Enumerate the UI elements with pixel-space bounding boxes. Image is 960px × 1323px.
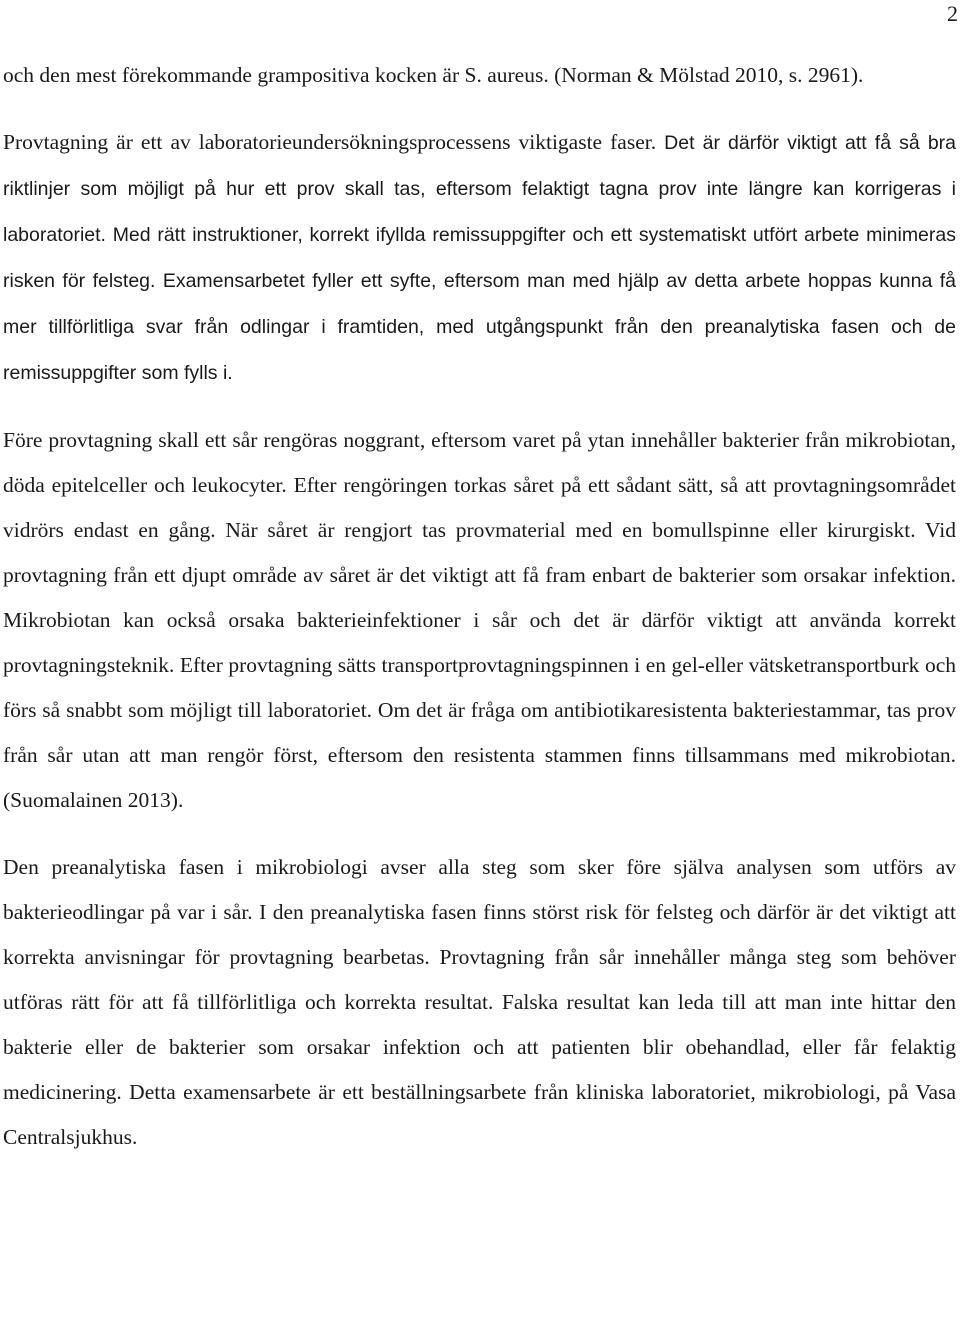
paragraph-3 <box>3 418 956 823</box>
paragraph-2-sentence-1: Provtagning är ett av laboratorieundersökningsprocessens viktigaste faser. <box>3 130 657 154</box>
paragraph-3-text: Före provtagning skall ett sår rengöras noggrant, eftersom varet på ytan innehåller bakterier från mikrobiotan, döda epitelceller och leukocyter. Efter rengöringen torkas såret på ett sådant sätt, så att provtagningsområdet vidrörs endast en gång. När såret är rengjort tas provmaterial med en bomullspinne eller kirurgiskt. Vid provtagning från ett djupt område av såret är det viktigt att få fram enbart de bakterier som orsakar infektion. Mikrobiotan kan också orsaka bakterieinfektioner i sår och det är därför viktigt att använda korrekt provtagningsteknik. Efter provtagning sätts transportprovtagningspinnen i en gel-eller vätsketransportburk och förs så snabbt som möjligt till laboratoriet. Om det är fråga om antibiotikaresistenta bakteriestammar, tas prov från sår utan att man rengör först, eftersom den resistenta stammen finns tillsammans med mikrobiotan. (Suomalainen 2013). <box>3 428 956 812</box>
paragraph-4-text: Den preanalytiska fasen i mikrobiologi avser alla steg som sker före själva analysen som utförs av bakterieodlingar på var i sår. I den preanalytiska fasen finns störst risk för felsteg och därför är det viktigt att korrekta anvisningar för provtagning bearbetas. Provtagning från sår innehåller många steg som behöver utföras rätt för att få tillförlitliga och korrekta resultat. Falska resultat kan leda till att man inte hittar den bakterie eller de bakterier som orsakar infektion och att patienten blir obehandlad, eller får felaktig medicinering. Detta examensarbete är ett beställningsarbete från kliniska laboratoriet, mikrobiologi, på Vasa Centralsjukhus. <box>3 855 956 1149</box>
paragraph-4 <box>3 845 956 1160</box>
document-body <box>3 53 956 1160</box>
paragraph-1 <box>3 53 956 98</box>
paragraph-2-sentence-2: Det är därför viktigt att få så bra riktlinjer som möjligt på hur ett prov skall tas, eftersom felaktigt tagna prov inte längre kan korrigeras i laboratoriet. Med rätt instruktioner, korrekt ifyllda remissuppgifter och ett systematiskt utfört arbete minimeras risken för felsteg. Examensarbetet fyller ett syfte, eftersom man med hjälp av detta arbete hoppas kunna få mer tillförlitliga svar från odlingar i framtiden, med utgångspunkt från den preanalytiska fasen och de remissuppgifter som fylls i. <box>3 132 956 384</box>
paragraph-1-text: och den mest förekommande grampositiva kocken är S. aureus. (Norman & Mölstad 2010, s. 2961). <box>3 63 864 87</box>
page-number: 2 <box>947 1 958 26</box>
paragraph-2 <box>3 120 956 396</box>
